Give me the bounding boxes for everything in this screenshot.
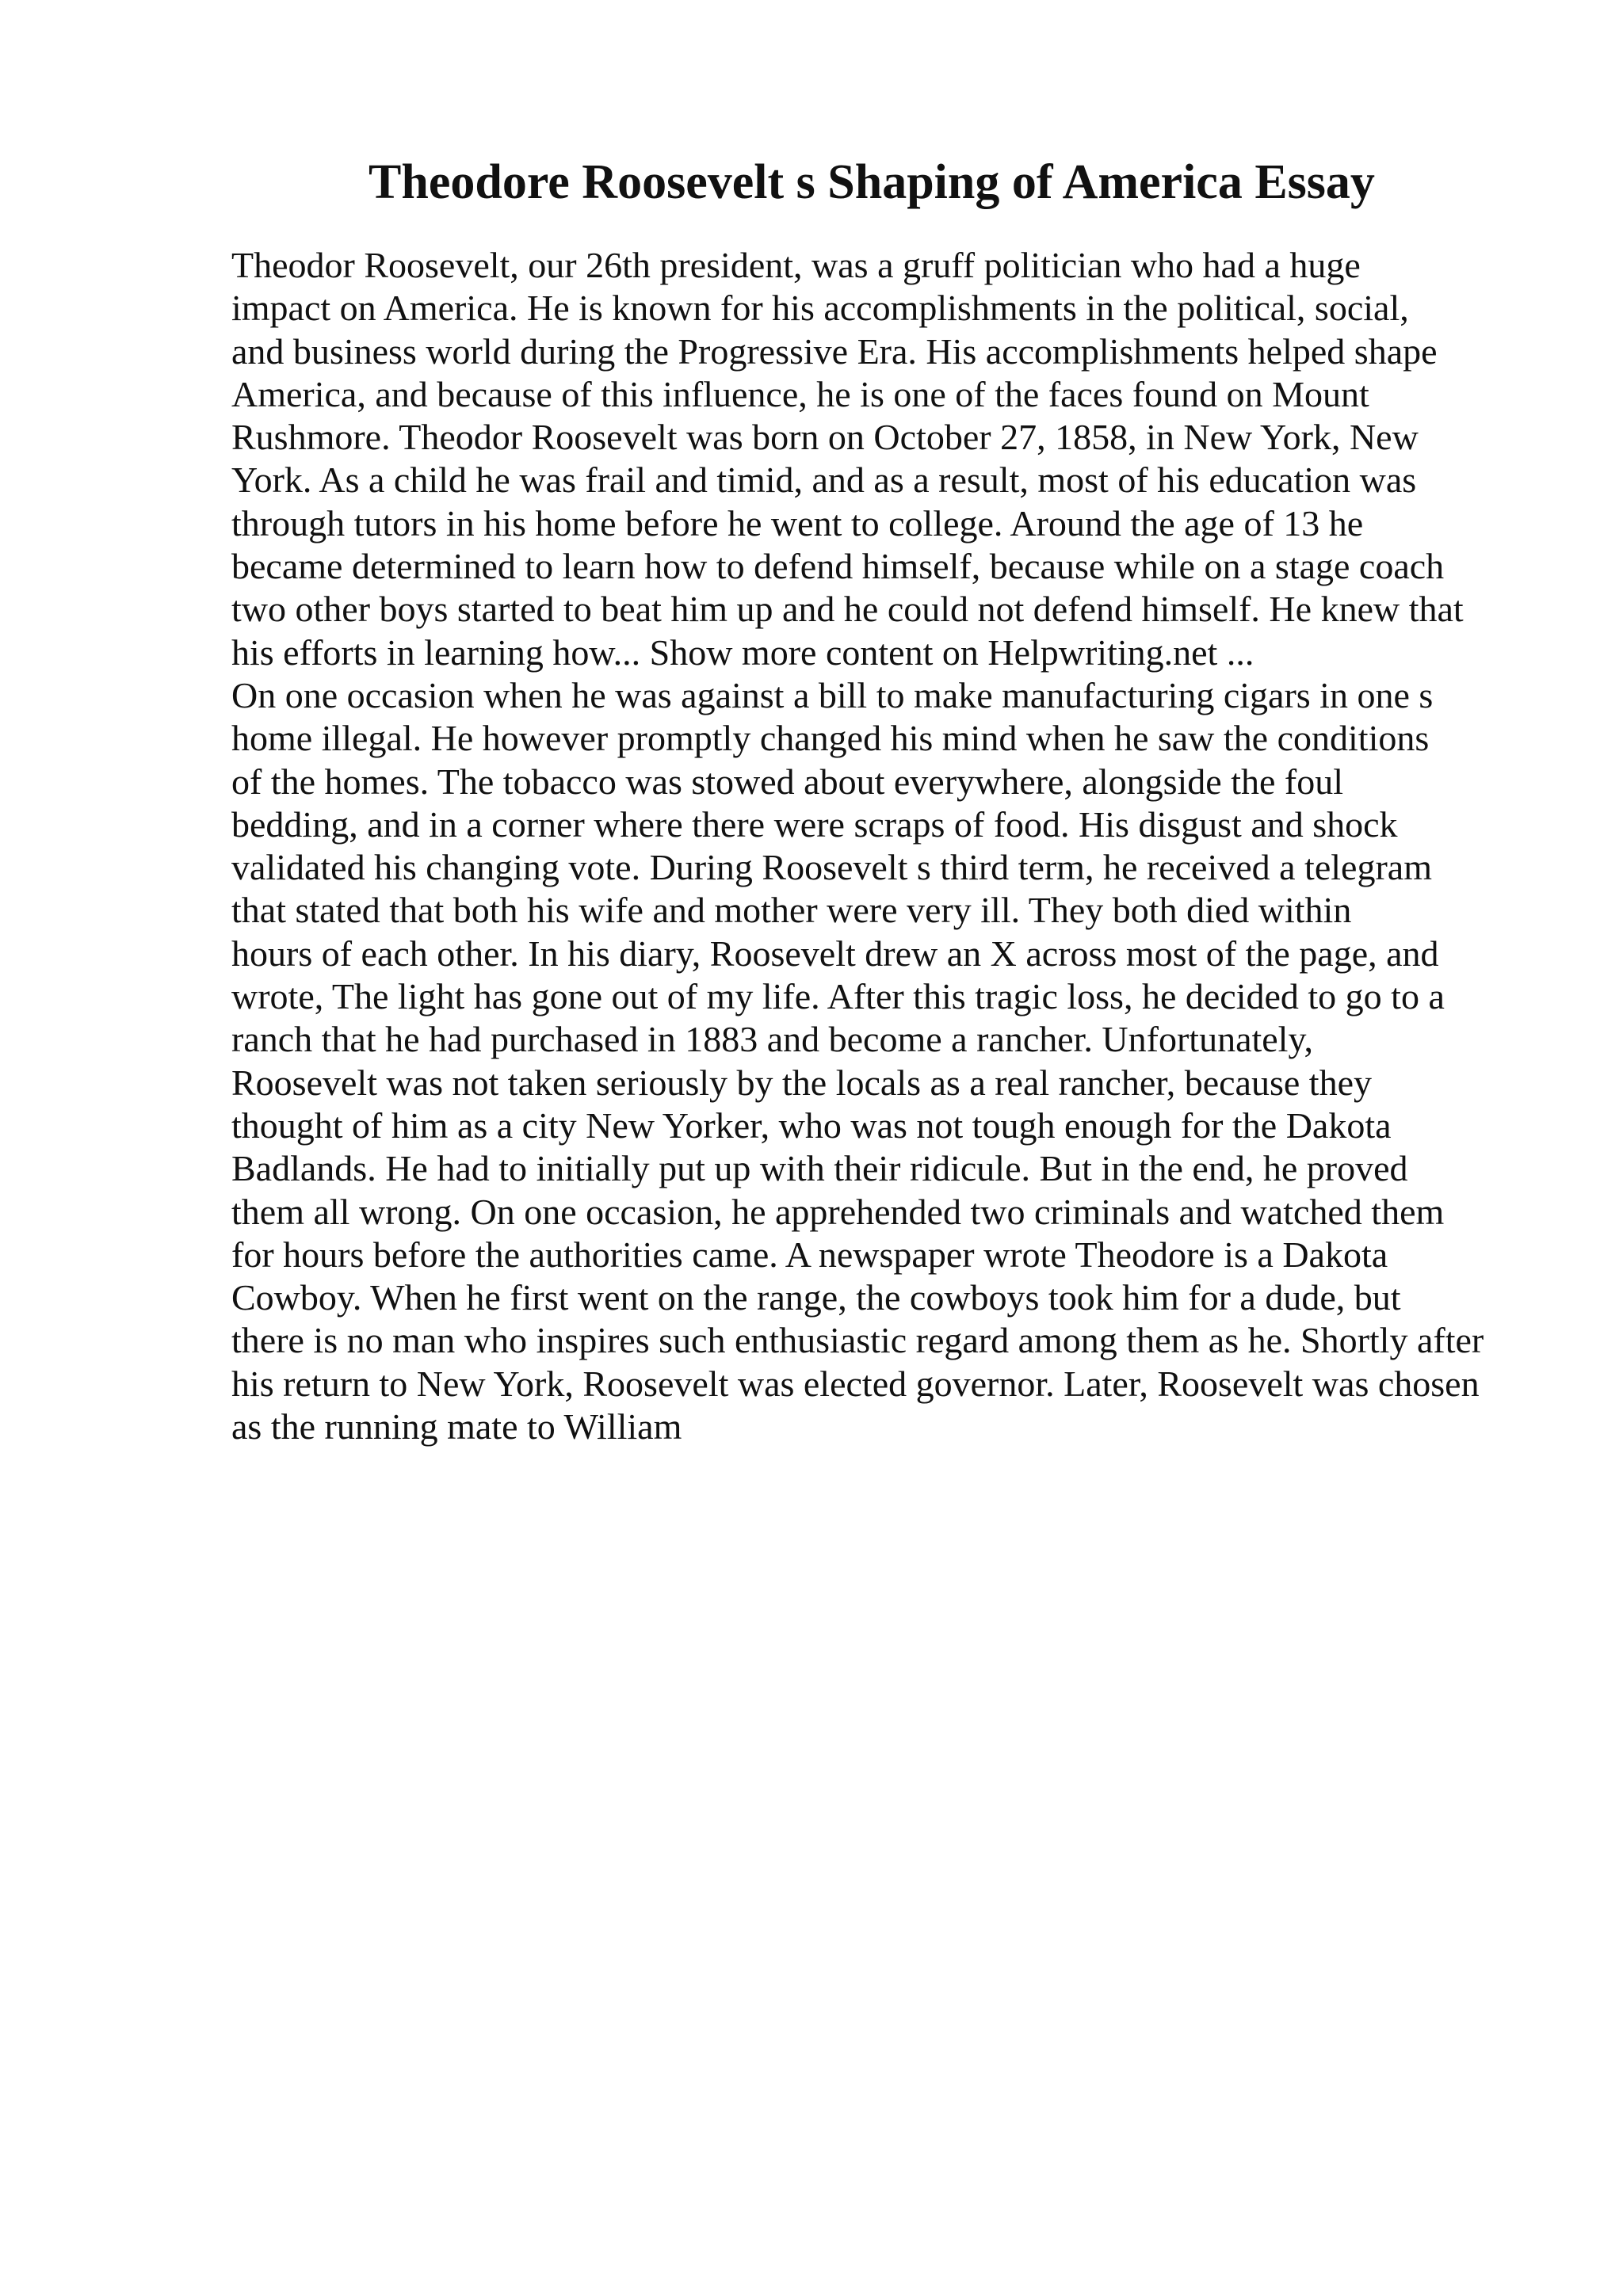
text-line: through tutors in his home before he went to college. Around the age of 13 he <box>231 502 1364 543</box>
text-line: Cowboy. When he first went on the range, the cowboys took him for a dude, but <box>231 1277 1401 1318</box>
text-line: On one occasion when he was against a bill to make manufacturing cigars in one s <box>231 674 1434 715</box>
document-title: Theodore Roosevelt s Shaping of America Essay <box>369 155 1375 209</box>
text-line: thought of him as a city New Yorker, who was not tough enough for the Dakota <box>231 1104 1392 1146</box>
essay-body <box>231 244 1610 1448</box>
text-line: became determined to learn how to defend himself, because while on a stage coach <box>231 546 1445 587</box>
text-line: York. As a child he was frail and timid, and as a result, most of his education was <box>231 460 1417 501</box>
text-line: that stated that both his wife and mother were very ill. They both died within <box>231 890 1352 931</box>
text-line: his efforts in learning how... Show more content on Helpwriting.net ... <box>231 631 1254 673</box>
text-line: wrote, The light has gone out of my life. After this tragic loss, he decided to go to a <box>231 976 1445 1017</box>
text-line: bedding, and in a corner where there were scraps of food. His disgust and shock <box>231 803 1398 845</box>
text-line: validated his changing vote. During Roosevelt s third term, he received a telegram <box>231 847 1432 888</box>
text-line: and business world during the Progressive Era. His accomplishments helped shape <box>231 330 1438 372</box>
text-line: as the running mate to William <box>231 1406 682 1447</box>
text-line: home illegal. He however promptly changed his mind when he saw the conditions <box>231 718 1430 759</box>
text-line: Badlands. He had to initially put up with their ridicule. But in the end, he proved <box>231 1148 1408 1189</box>
text-line: Rushmore. Theodor Roosevelt was born on October 27, 1858, in New York, New <box>231 417 1419 458</box>
text-line: impact on America. He is known for his accomplishments in the political, social, <box>231 288 1409 329</box>
text-line: America, and because of this influence, he is one of the faces found on Mount <box>231 373 1369 414</box>
text-line: them all wrong. On one occasion, he apprehended two criminals and watched them <box>231 1191 1445 1232</box>
text-line: Roosevelt was not taken seriously by the locals as a real rancher, because they <box>231 1062 1372 1103</box>
text-line: of the homes. The tobacco was stowed about everywhere, alongside the foul <box>231 761 1343 802</box>
text-line: for hours before the authorities came. A newspaper wrote Theodore is a Dakota <box>231 1234 1388 1275</box>
text-line: Theodor Roosevelt, our 26th president, was a gruff politician who had a huge <box>231 245 1361 285</box>
text-line: ranch that he had purchased in 1883 and become a rancher. Unfortunately, <box>231 1019 1313 1060</box>
text-line: there is no man who inspires such enthusiastic regard among them as he. Shortly after <box>231 1320 1484 1361</box>
text-line: two other boys started to beat him up and he could not defend himself. He knew that <box>231 589 1464 630</box>
text-line: his return to New York, Roosevelt was elected governor. Later, Roosevelt was chosen <box>231 1363 1480 1404</box>
text-line: hours of each other. In his diary, Roosevelt drew an X across most of the page, and <box>231 933 1439 974</box>
